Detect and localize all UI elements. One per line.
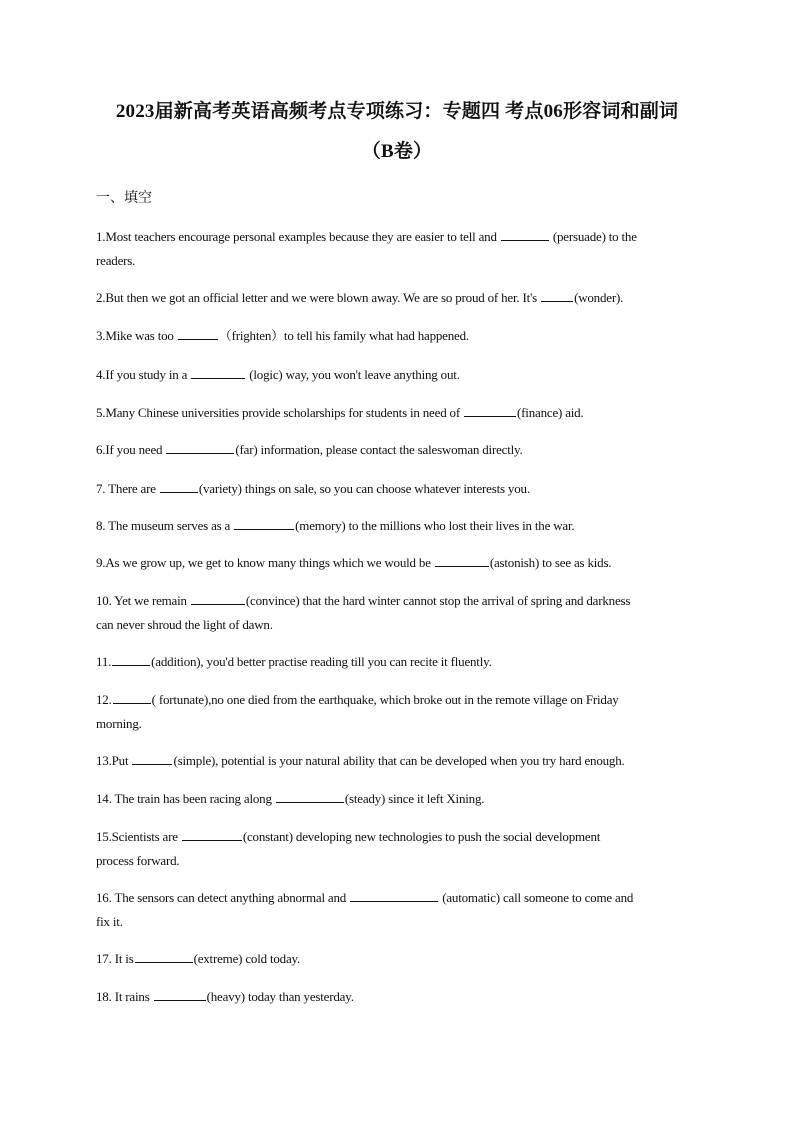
question-13 [96, 749, 700, 773]
question-text: 17. It is [96, 951, 134, 966]
question-text: 14. The train has been racing along [96, 791, 275, 806]
question-text: 4.If you study in a [96, 367, 191, 382]
answer-blank[interactable] [191, 590, 245, 605]
question-text: 12. [96, 692, 112, 707]
question-text: (constant) developing new technologies to push the social development [242, 829, 601, 844]
question-text: (extreme) cold today. [193, 951, 301, 966]
question-17 [96, 947, 700, 971]
question-text: (persuade) to the [549, 229, 637, 244]
question-text: 8. The museum serves as a [96, 518, 234, 533]
question-text: 2.But then we got an official letter and we were blown away. We are so proud of her. It's [96, 290, 541, 305]
question-text: 16. The sensors can detect anything abnormal and [96, 890, 350, 905]
question-text-continued: process forward. [96, 853, 180, 868]
question-18 [96, 985, 700, 1009]
question-7 [96, 477, 700, 501]
question-text: 13.Put [96, 753, 132, 768]
question-text: (heavy) today than yesterday. [206, 989, 354, 1004]
question-text: ( fortunate),no one died from the earthquake, which broke out in the remote village on Friday [151, 692, 619, 707]
answer-blank[interactable] [350, 887, 438, 902]
question-1 [96, 225, 700, 273]
answer-blank[interactable] [154, 986, 206, 1001]
question-14 [96, 787, 700, 811]
question-text: 11. [96, 654, 112, 669]
question-text: (finance) aid. [517, 405, 584, 420]
question-text: (variety) things on sale, so you can choose whatever interests you. [198, 481, 530, 496]
question-4 [96, 363, 700, 387]
answer-blank[interactable] [160, 478, 198, 493]
question-text: 5.Many Chinese universities provide scholarships for students in need of [96, 405, 464, 420]
question-text: (automatic) call someone to come and [439, 890, 634, 905]
question-text: (logic) way, you won't leave anything out. [246, 367, 460, 382]
question-text: 1.Most teachers encourage personal examples because they are easier to tell and [96, 229, 500, 244]
question-text: (wonder). [574, 290, 624, 305]
answer-blank[interactable] [178, 325, 218, 340]
question-8 [96, 514, 700, 538]
question-text: (far) information, please contact the saleswoman directly. [235, 442, 523, 457]
question-15 [96, 825, 700, 873]
answer-blank[interactable] [166, 439, 234, 454]
question-text-continued: morning. [96, 716, 142, 731]
question-text: 10. Yet we remain [96, 593, 190, 608]
answer-blank[interactable] [541, 287, 573, 302]
question-text: 18. It rains [96, 989, 153, 1004]
question-text-continued: fix it. [96, 914, 123, 929]
answer-blank[interactable] [276, 788, 344, 803]
answer-blank[interactable] [501, 226, 549, 241]
question-2 [96, 286, 700, 310]
section-heading: 一、填空 [96, 190, 152, 206]
question-12 [96, 688, 700, 736]
question-text: （frighten）to tell his family what had happened. [218, 328, 469, 343]
question-16 [96, 886, 700, 934]
answer-blank[interactable] [435, 552, 489, 567]
answer-blank[interactable] [113, 689, 151, 704]
answer-blank[interactable] [112, 651, 150, 666]
question-text-continued: can never shroud the light of dawn. [96, 617, 273, 632]
question-text: 15.Scientists are [96, 829, 181, 844]
answer-blank[interactable] [132, 750, 172, 765]
question-text: 7. There are [96, 481, 159, 496]
question-text: 9.As we grow up, we get to know many things which we would be [96, 555, 434, 570]
question-5 [96, 401, 700, 425]
question-text: (addition), you'd better practise reading till you can recite it fluently. [151, 654, 492, 669]
answer-blank[interactable] [464, 402, 516, 417]
question-text: (memory) to the millions who lost their lives in the war. [295, 518, 575, 533]
question-10 [96, 589, 700, 637]
document-title-line1: 2023届新高考英语高频考点专项练习：专题四 考点06形容词和副词 [115, 101, 679, 122]
question-text: (astonish) to see as kids. [489, 555, 612, 570]
question-6 [96, 438, 700, 462]
answer-blank[interactable] [191, 364, 245, 379]
question-text-continued: readers. [96, 253, 136, 268]
question-text: (convince) that the hard winter cannot stop the arrival of spring and darkness [245, 593, 631, 608]
document-title-line2: （B卷） [361, 141, 433, 162]
question-text: (steady) since it left Xining. [344, 791, 485, 806]
question-text: (simple), potential is your natural ability that can be developed when you try hard enough. [173, 753, 625, 768]
question-3 [96, 324, 700, 348]
question-text: 3.Mike was too [96, 328, 177, 343]
question-11 [96, 650, 700, 674]
answer-blank[interactable] [182, 826, 242, 841]
question-9 [96, 551, 700, 575]
answer-blank[interactable] [234, 515, 294, 530]
answer-blank[interactable] [135, 948, 193, 963]
question-text: 6.If you need [96, 442, 166, 457]
